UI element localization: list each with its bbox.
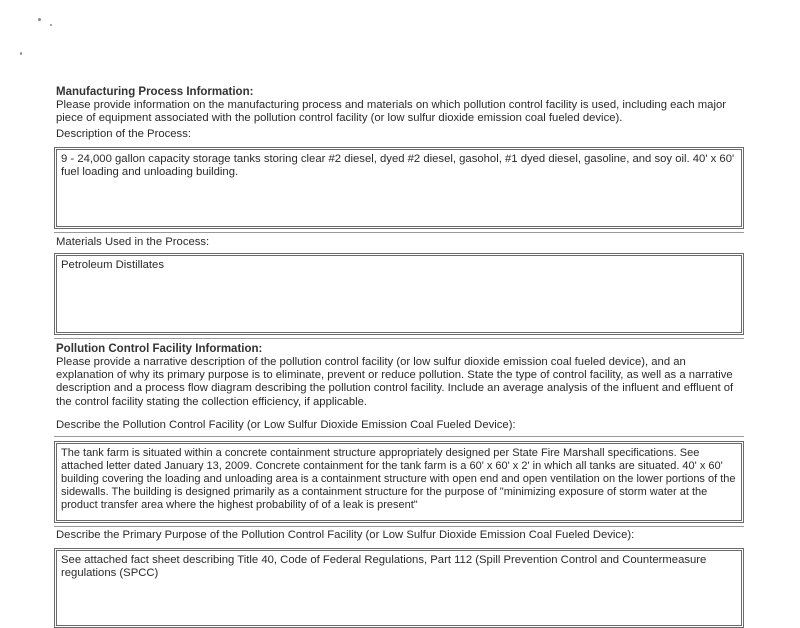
facility-description-field[interactable]: The tank farm is situated within a concrete containment structure appropriately designed per State Fire Marshall specifications. See attached letter dated January 13, 2009. Concrete containment for the tank farm is a 60' x 60' x 2' in which all tanks are situated. 40' x 60' building covering the loading and unloading area is a containment structure with open end and open ventilation on the lower portions of the sidewalls. The building is designed primarily as a containment structure for the purpose of "minimizing exposure of storm water at the product transfer area where the highest probability of of a leak is present" <box>54 441 744 523</box>
primary-purpose-field[interactable]: See attached fact sheet describing Title 40, Code of Federal Regulations, Part 112 (Spill Prevention Control and Countermeasure regulations (SPCC) <box>54 548 744 628</box>
field-divider <box>54 436 744 437</box>
manufacturing-heading: Manufacturing Process Information: <box>56 86 254 98</box>
field-divider <box>54 338 744 339</box>
manufacturing-instructions: Please provide information on the manufacturing process and materials on which pollution control facility is used, including each major piece of equipment associated with the pollution control facility (or low sulfur dioxide emission coal fueled device). <box>56 99 727 125</box>
scan-speck <box>20 52 22 55</box>
field-divider <box>54 232 744 233</box>
field-divider <box>54 526 744 527</box>
materials-field[interactable]: Petroleum Distillates <box>54 253 744 335</box>
process-description-field[interactable]: 9 - 24,000 gallon capacity storage tanks storing clear #2 diesel, dyed #2 diesel, gasohol, #1 dyed diesel, gasoline, and soy oil. 40' x 60' fuel loading and unloading building. <box>54 147 744 229</box>
scan-speck <box>50 24 52 26</box>
describe-facility-label: Describe the Pollution Control Facility (or Low Sulfur Dioxide Emission Coal Fueled Device): <box>56 419 516 431</box>
process-description-label: Description of the Process: <box>56 128 191 140</box>
scan-speck <box>38 18 41 21</box>
pollution-control-heading: Pollution Control Facility Information: <box>56 343 263 355</box>
pollution-control-instructions: Please provide a narrative description of the pollution control facility (or low sulfur dioxide emission coal fueled device), and an explanation of why its primary purpose is to eliminate, prevent or reduce pollution. State the type of control facility, as well as a narrative description and a process flow diagram describing the pollution control facility. Include an average analysis of the influent and effluent of the control facility stating the collection efficiency, if applicable. <box>56 356 734 408</box>
primary-purpose-label: Describe the Primary Purpose of the Pollution Control Facility (or Low Sulfur Dioxide Emission Coal Fueled Device): <box>56 529 635 541</box>
materials-label: Materials Used in the Process: <box>56 236 210 248</box>
